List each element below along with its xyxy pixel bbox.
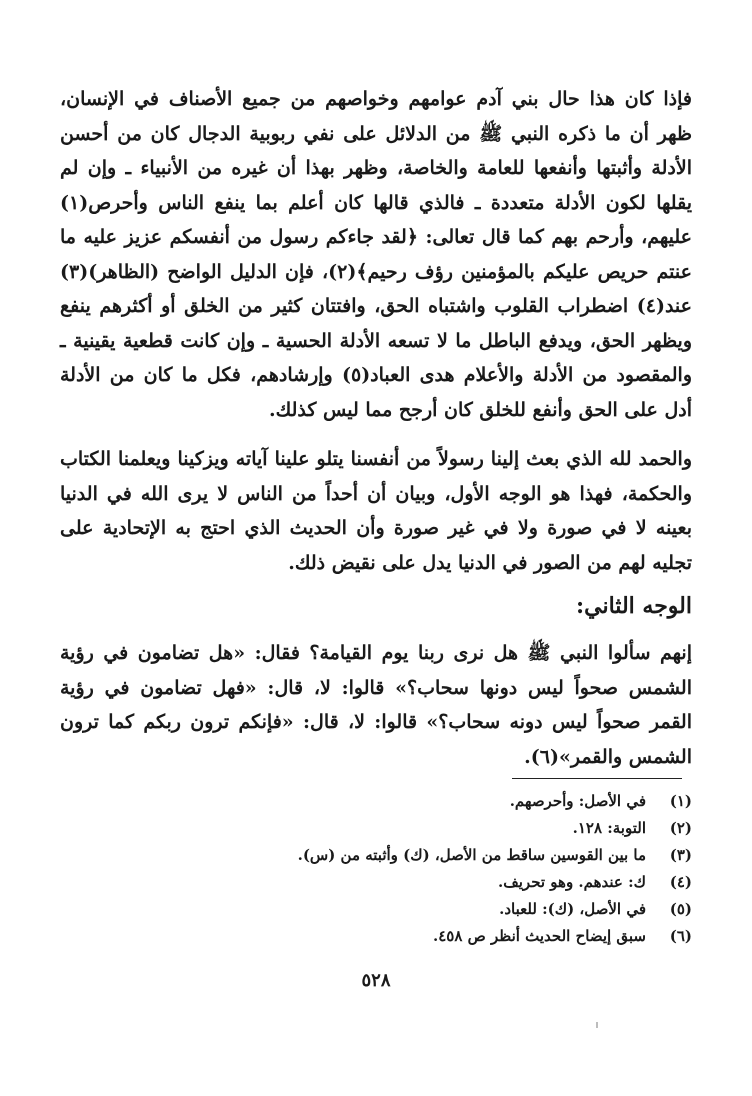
footnote-item (60, 927, 692, 954)
footnote-number: (٥) (669, 900, 692, 918)
footnote-text: في الأصل: وأحرصهم. (509, 792, 646, 810)
footnote-item (60, 900, 692, 927)
footnote-item (60, 792, 692, 819)
footnote-number: (٤) (669, 873, 692, 891)
section-heading: الوجه الثاني: (576, 593, 692, 619)
footnote-text: التوبة: ١٢٨. (572, 819, 646, 837)
footnotes-list (60, 792, 692, 954)
footnote-separator (512, 778, 682, 779)
footnote-item (60, 846, 692, 873)
paragraph-2: والحمد لله الذي بعث إلينا رسولاً من أنفسنا يتلو علينا آياته ويزكينا ويعلمنا الكتاب والحكمة، فهذا هو الوجه الأول، وبيان أن أحداً من الناس لا يرى الله في الدنيا بعينه لا في صورة ولا في غير صورة وأن الحديث الذي احتج به الإتحادية على تجليه لهم من الصور في الدنيا يدل على نقيض ذلك. (60, 448, 692, 574)
page-number: ٥٢٨ (361, 970, 391, 991)
footnote-item (60, 819, 692, 846)
footnote-text: في الأصل، (ك): للعباد. (499, 900, 646, 918)
footnote-number: (٦) (669, 927, 692, 945)
footnote-number: (٣) (669, 846, 692, 864)
footnote-text: ما بين القوسين ساقط من الأصل، (ك) وأثبته من (س). (297, 846, 646, 864)
footnote-text: ك: عندهم. وهو تحريف. (498, 873, 646, 891)
footnote-item (60, 873, 692, 900)
paragraph-1: فإذا كان هذا حال بني آدم عوامهم وخواصهم من جميع الأصناف في الإنسان، ظهر أن ما ذكره النبي ﷺ من الدلائل على نفي ربوبية الدجال كان من أحسن الأدلة وأثبتها وأنفعها للعامة والخاصة، وظهر بهذا أن غيره من الأنبياء ـ وإن لم يقلها لكون الأدلة متعددة ـ فالذي قالها كان أعلم بما ينفع الناس وأحرص(١) عليهم، وأرحم بهم كما قال تعالى: ﴿لقد جاءكم رسول من أنفسكم عزيز عليه ما عنتم حريص عليكم بالمؤمنين رؤف رحيم﴾(٢)، فإن الدليل الواضح (الظاهر)(٣) عند(٤) اضطراب القلوب واشتباه الحق، وافتتان كثير من الخلق أو أكثرهم ينفع ويظهر الحق، ويدفع الباطل ما لا تسعه الأدلة الحسية ـ وإن كانت قطعية يقينية ـ والمقصود من الأدلة والأعلام هدى العباد(٥) وإرشادهم، فكل ما كان من الأدلة أدل على الحق وأنفع للخلق كان أرجح مما ليس كذلك. (60, 88, 692, 421)
footnote-number: (١) (669, 792, 692, 810)
scan-mark (596, 1022, 598, 1028)
paragraph-3: إنهم سألوا النبي ﷺ هل نرى ربنا يوم القيامة؟ فقال: «هل تضامون في رؤية الشمس صحواً ليس دونها سحاب؟» قالوا: لا، قال: «فهل تضامون في رؤية القمر صحواً ليس دونه سحاب؟» قالوا: لا، قال: «فإنكم ترون ربكم كما ترون الشمس والقمر»(٦). (60, 642, 692, 768)
footnote-number: (٢) (669, 819, 692, 837)
footnote-text: سبق إيضاح الحديث أنظر ص ٤٥٨. (433, 927, 646, 945)
